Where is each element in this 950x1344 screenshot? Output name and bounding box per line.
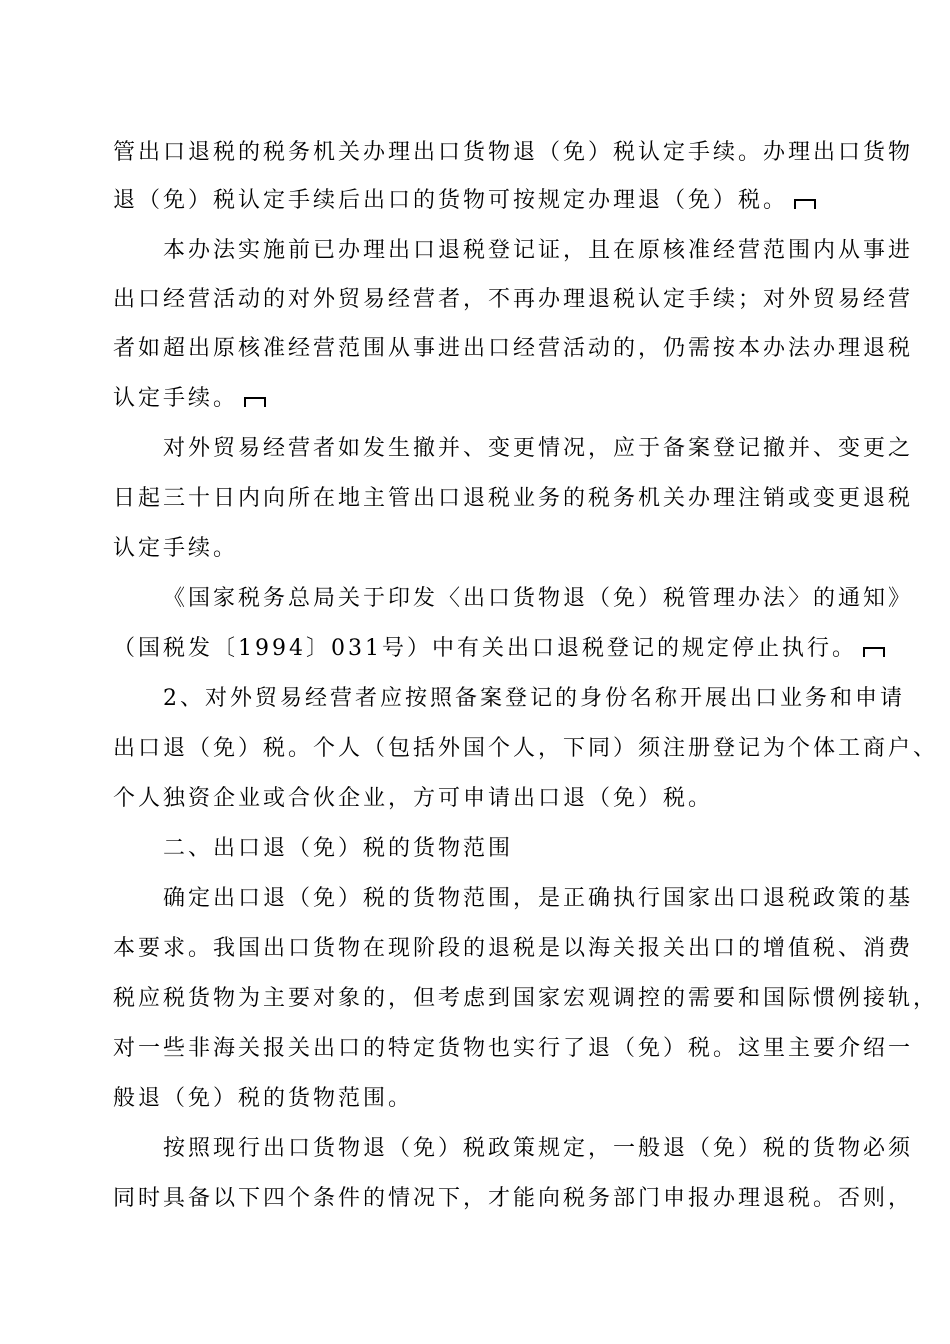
text-line: [113, 484, 913, 514]
text-line: [163, 884, 913, 914]
text-line: [113, 138, 913, 168]
text-line: [163, 584, 913, 614]
text-line: [113, 1184, 913, 1214]
line-text: 者如超出原核准经营范围从事进出口经营活动的，仍需按本办法办理退税: [113, 336, 914, 361]
line-text: 2、对外贸易经营者应按照备案登记的身份名称开展出口业务和申请: [163, 686, 905, 711]
line-text: 认定手续。: [113, 536, 239, 561]
line-text: 本办法实施前已办理出口退税登记证，且在原核准经营范围内从事进: [163, 238, 914, 263]
section-heading: [163, 834, 513, 864]
line-text: 般退（免）税的货物范围。: [113, 1086, 414, 1111]
line-text: 本要求。我国出口货物在现阶段的退税是以海关报关出口的增值税、消费: [113, 936, 914, 961]
text-line: [163, 434, 913, 464]
text-line: [163, 236, 913, 266]
text-line: [163, 1134, 913, 1164]
line-text: 《国家税务总局关于印发〈出口货物退（免）税管理办法〉的通知》: [163, 586, 914, 611]
text-line: [113, 285, 913, 315]
text-line: [163, 684, 905, 714]
line-text: 出口经营活动的对外贸易经营者，不再办理退税认定手续；对外贸易经营: [113, 287, 914, 312]
text-line: [113, 534, 238, 564]
text-line: [113, 186, 816, 216]
text-line: [113, 934, 913, 964]
line-text: 二、出口退（免）税的货物范围: [163, 836, 514, 861]
text-line: [113, 1084, 413, 1114]
line-text: 税应税货物为主要对象的，但考虑到国家宏观调控的需要和国际惯例接轨，: [113, 986, 939, 1011]
line-text: 按照现行出口货物退（免）税政策规定，一般退（免）税的货物必须: [163, 1136, 914, 1161]
line-text: 对外贸易经营者如发生撤并、变更情况，应于备案登记撤并、变更之: [163, 436, 914, 461]
paragraph-mark-icon: [794, 199, 816, 209]
paragraph-mark-icon: [244, 397, 266, 407]
text-line: [113, 384, 266, 414]
line-text: 对一些非海关报关出口的特定货物也实行了退（免）税。这里主要介绍一: [113, 1036, 914, 1061]
line-text: 日起三十日内向所在地主管出口退税业务的税务机关办理注销或变更退税: [113, 486, 914, 511]
line-text: 退（免）税认定手续后出口的货物可按规定办理退（免）税。: [113, 188, 789, 213]
line-text: 认定手续。: [113, 386, 239, 411]
line-text: 同时具备以下四个条件的情况下，才能向税务部门申报办理退税。否则，: [113, 1186, 914, 1211]
line-text: （国税发〔1994〕031号）中有关出口退税登记的规定停止执行。: [113, 636, 857, 661]
line-text: 出口退（免）税。个人（包括外国个人，下同）须注册登记为个体工商户、: [113, 736, 939, 761]
text-line: [113, 734, 938, 764]
text-line: [113, 1034, 913, 1064]
text-line: [113, 634, 885, 664]
paragraph-mark-icon: [863, 647, 885, 657]
text-line: [113, 784, 713, 814]
line-text: 个人独资企业或合伙企业，方可申请出口退（免）税。: [113, 786, 714, 811]
line-text: 确定出口退（免）税的货物范围，是正确执行国家出口退税政策的基: [163, 886, 914, 911]
text-line: [113, 334, 913, 364]
line-text: 管出口退税的税务机关办理出口货物退（免）税认定手续。办理出口货物: [113, 140, 914, 165]
text-line: [113, 984, 938, 1014]
